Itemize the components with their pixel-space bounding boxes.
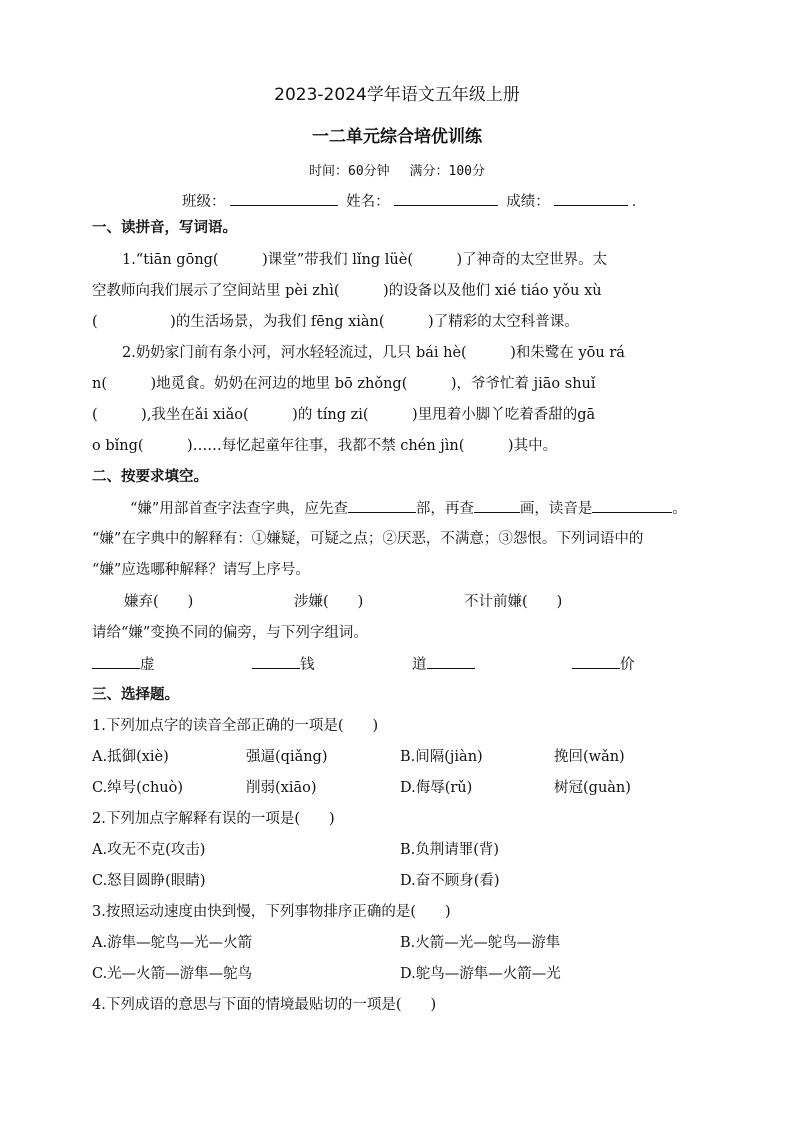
question-stem: 4.下列成语的意思与下面的情境最贴切的一项是( ) bbox=[92, 997, 437, 1013]
word-item: 不计前嫌( ) bbox=[464, 594, 563, 610]
class-field[interactable] bbox=[230, 191, 338, 206]
option[interactable]: A.攻无不克(攻击) bbox=[92, 842, 206, 858]
explain-line: “嫌”应选哪种解释？请写上序号。 bbox=[92, 562, 310, 578]
time-score-info bbox=[0, 160, 794, 179]
radical-word-blank[interactable] bbox=[92, 654, 140, 669]
radical-word-item: 价 bbox=[572, 654, 635, 675]
section1-line: 2.奶奶家门前有条小河，河水轻轻流过，几只 bái hè( )和朱鹭在 yōu rá bbox=[122, 345, 625, 361]
section1-line: o bǐng( )……每忆起童年往事，我都不禁 chén jìn( )其中。 bbox=[92, 438, 558, 454]
option[interactable]: C.怒目圆睁(眼睛) bbox=[92, 873, 206, 889]
pinyin-blank[interactable] bbox=[592, 498, 672, 513]
option-word: 削弱(xiāo) bbox=[246, 780, 317, 796]
radical-word-blank[interactable] bbox=[427, 654, 475, 669]
option[interactable]: C.绰号(chuò) bbox=[92, 780, 184, 796]
student-info: 班级： 姓名： 成绩： . bbox=[182, 190, 636, 211]
section1-line: 1.“tiān gōng( )课堂”带我们 lǐng lüè( )了神奇的太空世界。太 bbox=[122, 252, 608, 268]
question-stem: 3.按照运动速度由快到慢，下列事物排序正确的是( ) bbox=[92, 904, 451, 920]
option[interactable]: A.游隼—鸵鸟—光—火箭 bbox=[92, 935, 253, 951]
option[interactable]: D.鸵鸟—游隼—火箭—光 bbox=[400, 966, 561, 982]
option-word: 树冠(guàn) bbox=[554, 780, 631, 796]
full-score: 满分：100分 bbox=[409, 164, 485, 179]
section1-line: 空教师向我们展示了空间站里 pèi zhì( )的设备以及他们 xié tiáo yǒu xù bbox=[92, 283, 602, 299]
option-word: 挽回(wǎn) bbox=[554, 749, 625, 765]
section1-line: ( ),我坐在ǎi xiǎo( )的 tíng zi( )里甩着小脚丫吃着香甜的gā bbox=[92, 407, 596, 423]
option-word: 强逼(qiǎng) bbox=[246, 749, 328, 765]
word-item: 嫌弃( ) bbox=[124, 594, 194, 610]
radical-word-item: 钱 bbox=[252, 654, 315, 675]
section1-heading: 一、读拼音，写词语。 bbox=[92, 220, 237, 236]
question-stem: 2.下列加点字解释有误的一项是( ) bbox=[92, 811, 335, 827]
exam-subtitle: 一二单元综合培优训练 bbox=[312, 127, 482, 147]
section1-line: ( )的生活场景，为我们 fēng xiàn( )了精彩的太空科普课。 bbox=[92, 314, 579, 330]
explain-line: “嫌”在字典中的解释有：①嫌疑，可疑之点；②厌恶，不满意；③怨恨。下列词语中的 bbox=[92, 531, 644, 547]
word-item: 涉嫌( ) bbox=[294, 594, 364, 610]
option[interactable]: B.火箭—光—鸵鸟—游隼 bbox=[400, 935, 561, 951]
section3-heading: 三、选择题。 bbox=[92, 687, 179, 703]
radical-word-blank[interactable] bbox=[572, 654, 620, 669]
option[interactable]: D.奋不顾身(看) bbox=[400, 873, 500, 889]
radical-word-blank[interactable] bbox=[252, 654, 300, 669]
radical-blank[interactable] bbox=[348, 498, 416, 513]
radical-prompt: 请给“嫌”变换不同的偏旁，与下列字组词。 bbox=[92, 625, 368, 641]
stroke-blank[interactable] bbox=[474, 498, 520, 513]
section2-heading: 二、按要求填空。 bbox=[92, 469, 208, 485]
lookup-question: “嫌”用部首查字法查字典，应先查 部，再查 画，读音是 。 bbox=[130, 498, 687, 519]
option[interactable]: B.负荆请罪(背) bbox=[400, 842, 500, 858]
name-label: 姓名： bbox=[346, 194, 390, 210]
grade-field[interactable] bbox=[554, 191, 628, 206]
class-label: 班级： bbox=[182, 194, 226, 210]
section1-line: n( )地觅食。奶奶在河边的地里 bō zhǒng( )，爷爷忙着 jiāo shuǐ bbox=[92, 376, 596, 392]
question-stem: 1.下列加点字的读音全部正确的一项是( ) bbox=[92, 718, 379, 734]
grade-label: 成绩： bbox=[506, 194, 550, 210]
option[interactable]: A.抵御(xiè) bbox=[92, 749, 169, 765]
time-limit: 时间：60分钟 bbox=[309, 164, 390, 179]
option[interactable]: B.间隔(jiàn) bbox=[400, 749, 483, 765]
exam-title: 2023-2024学年语文五年级上册 bbox=[274, 85, 520, 105]
name-field[interactable] bbox=[394, 191, 498, 206]
option[interactable]: C.光—火箭—游隼—鸵鸟 bbox=[92, 966, 253, 982]
option[interactable]: D.侮辱(rǔ) bbox=[400, 780, 473, 796]
radical-word-item: 道 bbox=[412, 654, 475, 675]
radical-word-item: 虚 bbox=[92, 654, 155, 675]
